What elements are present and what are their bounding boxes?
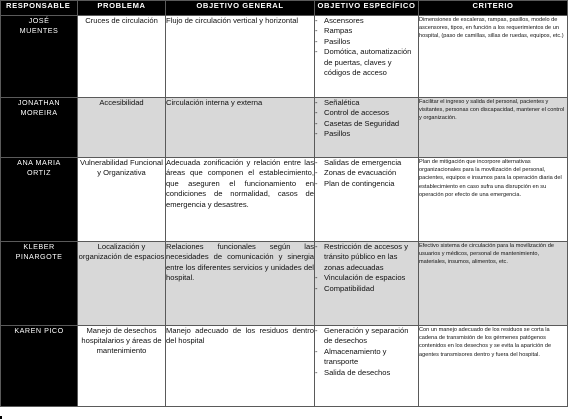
objetivo-general-cell: Relaciones funcionales según las necesidades de comunicación y sinergia entre los diferentes servicios y unidades del hospital. [166,242,315,326]
responsable-name: ANA MARIA ORTIZ [17,158,61,177]
criterio-cell: Plan de mitigación que incorpore alternativas organizacionales para la movilización del personal, pacientes, equipos e insumos para la operación diaria del establecimiento en caso sufra una disrupción en su operación por efecto de una emergencia. [419,158,568,242]
problema-cell: Manejo de desechos hospitalarios y áreas de mantenimiento [78,326,166,407]
list-item: - Control de accesos [315,108,418,118]
responsable-cell [1,158,78,242]
objetivo-general-cell: Manejo adecuado de los residuos dentro del hospital [166,326,315,407]
table-row [1,98,568,158]
header-objetivo-general: OBJETIVO GENERAL [166,1,315,16]
objetivo-especifico-cell [315,158,419,242]
list-item: - Salida de desechos [315,368,418,378]
responsable-cell [1,242,78,326]
criterio-cell: Efectivo sistema de circulación para la movilización de usuarios y médicos, personal de mantenimiento, materiales, insumos, alimentos, etc. [419,242,568,326]
problema-cell: Vulnerabilidad Funcional y Organizativa [78,158,166,242]
header-problema: PROBLEMA [78,1,166,16]
responsable-name: JOSÉ MUENTES [19,16,59,35]
responsable-cell [1,326,78,407]
objetivo-especifico-cell [315,98,419,158]
header-criterio: CRITERIO [419,1,568,16]
problema-cell: Localización y organización de espacios [78,242,166,326]
table-row [1,242,568,326]
responsable-name: KAREN PICO [14,326,64,335]
header-row [1,1,568,16]
objetivo-especifico-list [315,158,418,189]
list-item: - Salidas de emergencia [315,158,418,168]
table-row [1,158,568,242]
objetivo-general-cell: Adecuada zonificación y relación entre las áreas que componen el establecimiento, que aseguren el funcionamiento en condiciones de normalidad, casos de emergencia y desastres. [166,158,315,242]
list-item: - Pasillos [315,129,418,139]
table-row [1,326,568,407]
objetivo-especifico-list [315,98,418,140]
list-item: - Rampas [315,26,418,36]
responsable-name: KLEBER PINARGOTE [15,242,63,261]
responsable-cell [1,98,78,158]
header-responsable: RESPONSABLE [1,1,78,16]
objetivo-general-cell: Circulación interna y externa [166,98,315,158]
list-item: - Señalética [315,98,418,108]
list-item: - Zonas de evacuación [315,168,418,178]
list-item: - Restricción de accesos y tránsito público en las zonas adecuadas [315,242,418,273]
list-item: - Compatibilidad [315,284,418,294]
criterio-cell: Con un manejo adecuado de los residuos se corta la cadena de transmisión de los gérmenes patógenos contenidos en los desechos y se evita la aparición de agentes transmisores dentro y fuera del hospital. [419,326,568,407]
list-item: - Vinculación de espacios [315,273,418,283]
objetivo-especifico-list [315,16,418,78]
objetivo-general-cell: Flujo de circulación vertical y horizontal [166,16,315,98]
responsable-name: JONATHAN MOREIRA [17,98,61,117]
list-item: - Generación y separación de desechos [315,326,418,347]
problema-cell: Accesibilidad [78,98,166,158]
criterio-cell: Facilitar el ingreso y salida del personal, pacientes y visitantes, personas con discapacidad, mantener el control y organización. [419,98,568,158]
list-item: - Pasillos [315,37,418,47]
list-item: - Almacenamiento y transporte [315,347,418,368]
objetivo-especifico-list [315,326,418,378]
list-item: - Plan de contingencia [315,179,418,189]
list-item: - Domótica, automatización de puertas, claves y códigos de acceso [315,47,418,78]
header-objetivo-especifico: OBJETIVO ESPECÍFICO [315,1,419,16]
criterio-cell: Dimensiones de escaleras, rampas, pasillos, modelo de ascensores, tipos, en función a los requerimientos de un hospital, (paso de camillas, sillas de ruedas, equipos, etc.) [419,16,568,98]
list-item: - Casetas de Seguridad [315,119,418,129]
objetivo-especifico-cell [315,242,419,326]
objetivo-especifico-list [315,242,418,294]
table-row [1,16,568,98]
responsable-cell [1,16,78,98]
list-item: - Ascensores [315,16,418,26]
objetivo-especifico-cell [315,16,419,98]
problema-cell: Cruces de circulación [78,16,166,98]
objetivo-especifico-cell [315,326,419,407]
